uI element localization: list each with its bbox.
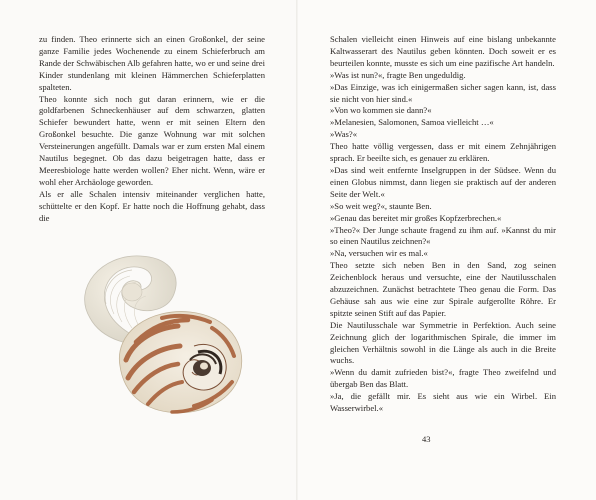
paragraph: Theo setzte sich neben Ben in den Sand, zog seinen Zeichenblock heraus und versuchte, eine der Nautilusschalen abzuzeichnen. Zunächst betrachtete Theo genau die Form. Das Gehäuse sah aus wie eine zur Spirale aufgerollte Röhre. Er spitzte seinen Stift auf das Papier. xyxy=(330,260,556,318)
paragraph: »Ja, die gefällt mir. Es sieht aus wie ein Wirbel. Ein Wasserwirbel.« xyxy=(330,391,556,414)
paragraph: »So weit weg?«, staunte Ben. xyxy=(330,200,432,211)
paragraph: »Von wo kommen sie dann?« xyxy=(330,105,432,116)
paragraph: »Wenn du damit zufrieden bist?«, fragte Theo zweifelnd und übergab Ben das Blatt. xyxy=(330,367,556,390)
paragraph: »Melanesien, Salomonen, Samoa vielleicht …« xyxy=(330,117,494,128)
paragraph: »Na, versuchen wir es mal.« xyxy=(330,248,428,259)
paragraph: »Das Einzige, was ich einigermaßen sicher sagen kann, ist, dass sie nicht von hier sind.« xyxy=(330,81,556,104)
paragraph: Theo hatte völlig vergessen, dass er mit einem Zehnjährigen sprach. Er beeilte sich, es genauer zu erklären. xyxy=(330,141,556,164)
paragraph: Die Nautilusschale war Symmetrie in Perfektion. Auch seine Zeichnung glich der logarithmischen Spirale, die immer im gleichen Verhältnis sowohl in die Länge als auch in die Breite wuchs. xyxy=(330,319,556,366)
left-text-column xyxy=(39,34,265,225)
paragraph: »Was?« xyxy=(330,129,357,140)
paragraph: »Genau das bereitet mir großes Kopfzerbrechen.« xyxy=(330,212,502,223)
right-text-column xyxy=(330,34,556,415)
nautilus-shell-icon xyxy=(62,248,262,428)
page-number: 43 xyxy=(422,434,431,444)
paragraph: »Was ist nun?«, fragte Ben ungeduldig. xyxy=(330,69,466,80)
paragraph: Als er alle Schalen intensiv miteinander verglichen hatte, schüttelte er den Kopf. Er hatte noch die Hoffnung gehabt, dass die xyxy=(39,188,265,223)
paragraph: Theo konnte sich noch gut daran erinnern, wie er die goldfarbenen Schneckenhäuser auf dem schwarzen, glatten Schiefer bewundert hatte, wenn er mit seinen Eltern den Großonkel besuchte. Die ganze Wohnung war mit solchen Versteinerungen angefüllt. Damals war er zum ersten Mal einem Nautilus begegnet. Ob das dazu beigetragen hatte, dass er Meeresbiologe hatte werden wollen? Eher nicht. Wenn, wäre er wohl eher Archäologe geworden. xyxy=(39,93,265,187)
paragraph: »Theo?« Der Junge schaute fragend zu ihm auf. »Kannst du mir so einen Nautilus zeichnen?« xyxy=(330,224,556,247)
right-page xyxy=(298,0,596,500)
paragraph: Schalen vielleicht einen Hinweis auf eine bislang unbekannte Kaltwasserart des Nautilus geben könnten. Doch soweit er es beurteilen konnte, musste es sich um eine pazifische Art handeln. xyxy=(330,34,556,68)
paragraph: »Das sind weit entfernte Inselgruppen in der Südsee. Wenn du einen Globus nimmst, dann liegen sie praktisch auf der anderen Seite der Welt.« xyxy=(330,164,556,199)
paragraph: zu finden. Theo erinnerte sich an einen Großonkel, der seine ganze Familie jedes Wochenende zu einem Schieferbruch am Rande der Schwäbischen Alb gefahren hatte, wo er und seine drei Kinder stundenlang mit kleinen Hämmerchen Schieferplatten spalteten. xyxy=(39,34,265,92)
